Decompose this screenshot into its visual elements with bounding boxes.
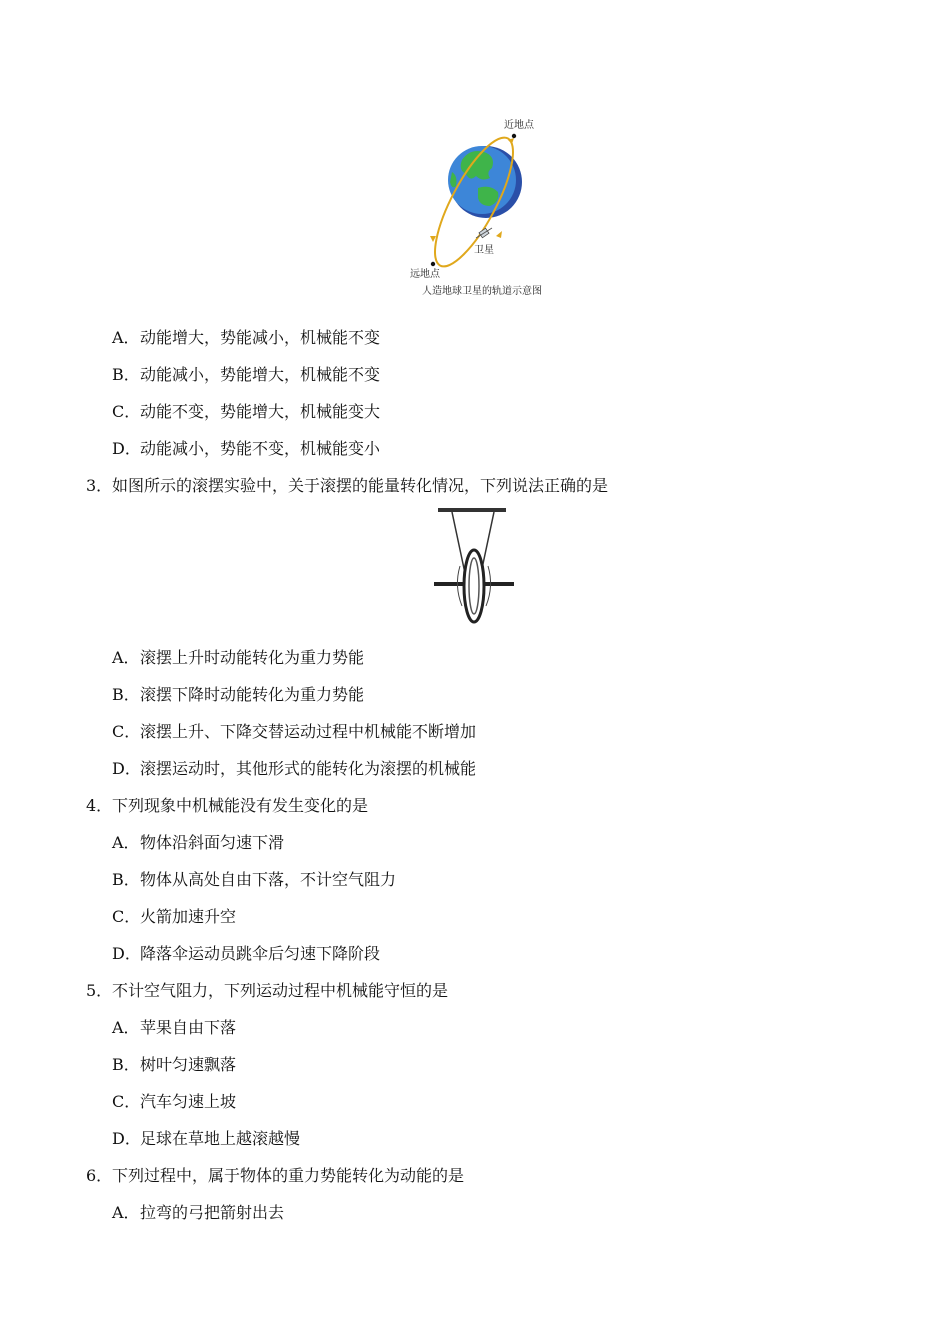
question-number: 5． <box>86 981 113 1000</box>
q6-stem <box>86 1166 464 1186</box>
q2-option-d <box>112 439 380 459</box>
maxwell-pendulum-figure <box>430 506 520 634</box>
question-text: 如图所示的滚摆实验中，关于滚摆的能量转化情况，下列说法正确的是 <box>112 476 609 495</box>
wheel <box>464 550 484 622</box>
q2-option-b <box>112 365 380 385</box>
apogee-label: 远地点 <box>410 269 440 280</box>
option-letter: A． <box>112 648 140 667</box>
q5-option-b <box>112 1055 236 1075</box>
option-letter: A． <box>112 833 140 852</box>
satellite-icon <box>476 228 492 238</box>
q5-option-d <box>112 1129 300 1149</box>
q4-stem <box>86 796 368 816</box>
option-letter: B． <box>112 870 140 889</box>
q5-stem <box>86 981 448 1001</box>
option-text: 火箭加速升空 <box>140 907 237 926</box>
q4-option-a <box>112 833 284 853</box>
option-letter: C． <box>112 907 141 926</box>
option-letter: D． <box>112 1129 141 1148</box>
q4-option-d <box>112 944 380 964</box>
perigee-point <box>512 134 516 138</box>
q2-option-a <box>112 328 380 348</box>
option-text: 动能减小，势能不变，机械能变小 <box>140 439 381 458</box>
q5-option-c <box>112 1092 236 1112</box>
option-text: 滚摆上升时动能转化为重力势能 <box>140 648 365 667</box>
q4-option-b <box>112 870 396 890</box>
option-letter: C． <box>112 722 141 741</box>
question-number: 3． <box>86 476 113 495</box>
question-text: 下列过程中，属于物体的重力势能转化为动能的是 <box>112 1166 465 1185</box>
option-text: 滚摆上升、下降交替运动过程中机械能不断增加 <box>140 722 477 741</box>
option-letter: B． <box>112 1055 140 1074</box>
q2-option-c <box>112 402 380 422</box>
option-letter: A． <box>112 328 140 347</box>
orbit-arrow-icon <box>496 231 502 238</box>
option-text: 滚摆下降时动能转化为重力势能 <box>140 685 365 704</box>
option-letter: D． <box>112 759 141 778</box>
option-text: 树叶匀速飘落 <box>140 1055 237 1074</box>
option-text: 滚摆运动时，其他形式的能转化为滚摆的机械能 <box>140 759 477 778</box>
option-letter: B． <box>112 685 140 704</box>
option-text: 物体从高处自由下落，不计空气阻力 <box>140 870 397 889</box>
option-text: 物体沿斜面匀速下滑 <box>140 833 285 852</box>
q3-option-b <box>112 685 364 705</box>
option-text: 足球在草地上越滚越慢 <box>140 1129 301 1148</box>
option-text: 苹果自由下落 <box>140 1018 237 1037</box>
option-text: 动能减小，势能增大，机械能不变 <box>140 365 381 384</box>
satellite-label: 卫星 <box>474 245 494 256</box>
q6-option-a <box>112 1203 284 1223</box>
option-text: 动能不变，势能增大，机械能变大 <box>140 402 381 421</box>
option-text: 动能增大，势能减小，机械能不变 <box>140 328 381 347</box>
q3-option-a <box>112 648 364 668</box>
option-letter: C． <box>112 1092 141 1111</box>
option-letter: D． <box>112 944 141 963</box>
question-number: 4． <box>86 796 113 815</box>
option-letter: A． <box>112 1018 140 1037</box>
question-number: 6． <box>86 1166 113 1185</box>
question-text: 下列现象中机械能没有发生变化的是 <box>112 796 369 815</box>
q3-option-c <box>112 722 476 742</box>
q3-stem <box>86 476 608 496</box>
perigee-label: 近地点 <box>504 120 534 131</box>
q5-option-a <box>112 1018 236 1038</box>
option-letter: C． <box>112 402 141 421</box>
pendulum-diagram <box>430 506 520 634</box>
q3-option-d <box>112 759 476 779</box>
option-text: 拉弯的弓把箭射出去 <box>140 1203 285 1222</box>
question-text: 不计空气阻力，下列运动过程中机械能守恒的是 <box>112 981 449 1000</box>
option-text: 降落伞运动员跳伞后匀速下降阶段 <box>140 944 381 963</box>
top-bar <box>438 508 506 512</box>
option-letter: D． <box>112 439 141 458</box>
option-letter: A． <box>112 1203 140 1222</box>
q4-option-c <box>112 907 236 927</box>
option-letter: B． <box>112 365 140 384</box>
option-text: 汽车匀速上坡 <box>140 1092 237 1111</box>
figure-caption: 人造地球卫星的轨道示意图 <box>422 286 542 297</box>
satellite-orbit-figure <box>400 112 560 302</box>
